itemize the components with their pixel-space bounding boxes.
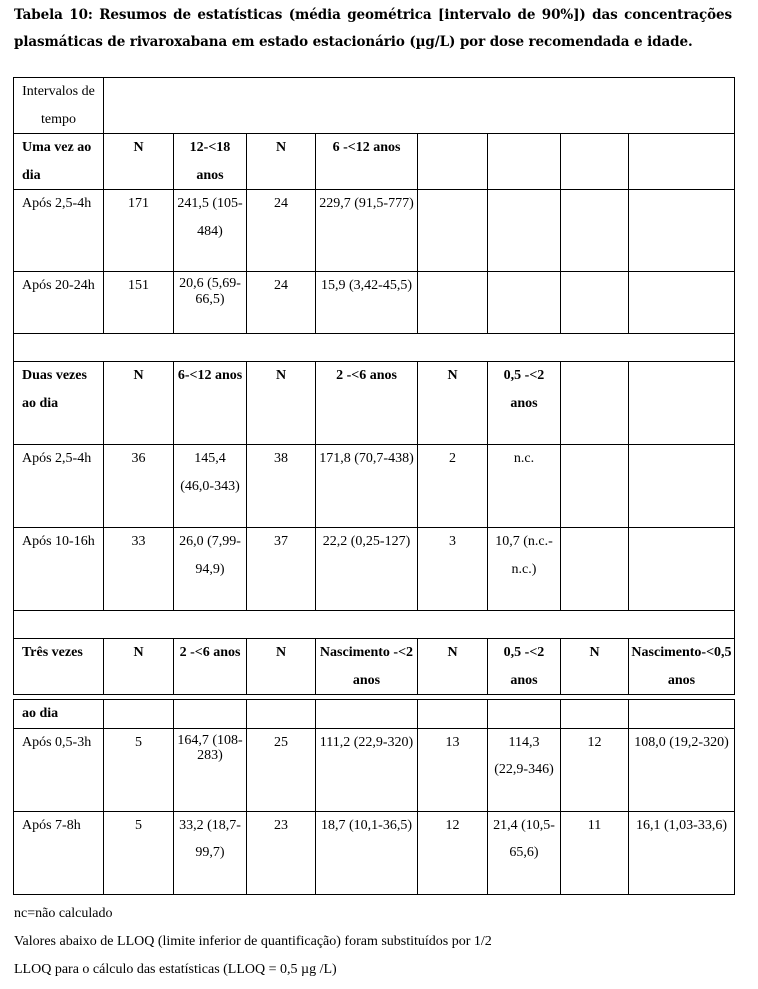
concentration-value: 111,2 (22,9-320)	[316, 728, 418, 811]
n-value: 151	[104, 272, 174, 334]
concentration-value: 22,2 (0,25-127)	[316, 528, 418, 611]
n-value: 11	[561, 811, 629, 894]
n-value: 24	[247, 272, 316, 334]
n-value: 5	[104, 728, 174, 811]
n-value: 3	[418, 528, 488, 611]
three-daily-label-cont: ao dia	[14, 700, 104, 729]
section-separator	[14, 334, 735, 362]
header-blank	[104, 78, 735, 134]
n-value: 23	[247, 811, 316, 894]
concentration-value: 171,8 (70,7-438)	[316, 445, 418, 528]
concentration-value: 164,7 (108-283)	[174, 728, 247, 811]
footnote: nc=não calculado	[14, 906, 113, 921]
twice-daily-label: Duas vezes ao dia	[14, 362, 104, 445]
n-header: N	[247, 134, 316, 190]
once-daily-label: Uma vez ao dia	[14, 134, 104, 190]
table-caption: Tabela 10: Resumos de estatísticas (média geométrica [intervalo de 90%]) das concentrações plasmáticas de rivaroxabana em estado estacionário (µg/L) por dose recomendada e idade.	[14, 7, 732, 50]
time-interval: Após 7-8h	[14, 811, 104, 894]
n-value: 2	[418, 445, 488, 528]
empty-cell	[561, 134, 629, 190]
concentration-value: 241,5 (105-484)	[174, 190, 247, 272]
concentration-value: 229,7 (91,5-777)	[316, 190, 418, 272]
n-header: N	[561, 639, 629, 695]
time-interval: Após 2,5-4h	[14, 190, 104, 272]
empty-cell	[561, 272, 629, 334]
time-interval: Após 10-16h	[14, 528, 104, 611]
age-group-header: 6-<12 anos	[174, 362, 247, 445]
intervals-header: Intervalos de tempo	[14, 78, 104, 134]
n-value: 12	[418, 811, 488, 894]
concentration-value: 114,3 (22,9-346)	[488, 728, 561, 811]
age-group-header: Nascimento -<2 anos	[316, 639, 418, 695]
empty-cell	[629, 190, 735, 272]
stats-table-main	[13, 77, 735, 695]
age-group-header: 2 -<6 anos	[316, 362, 418, 445]
section-separator	[14, 611, 735, 639]
empty-cell	[418, 190, 488, 272]
n-header: N	[104, 639, 174, 695]
stats-table-continued	[13, 699, 735, 895]
age-group-header: 0,5 -<2 anos	[488, 639, 561, 695]
empty-cell	[488, 190, 561, 272]
n-value: 25	[247, 728, 316, 811]
empty-cell	[629, 528, 735, 611]
empty-cell	[418, 272, 488, 334]
footnote: Valores abaixo de LLOQ (limite inferior de quantificação) foram substituídos por 1/2	[14, 934, 492, 949]
age-group-header: 0,5 -<2 anos	[488, 362, 561, 445]
empty-cell	[629, 700, 735, 729]
three-daily-label: Três vezes	[14, 639, 104, 695]
n-header: N	[104, 362, 174, 445]
n-value: 24	[247, 190, 316, 272]
empty-cell	[316, 700, 418, 729]
n-value: 5	[104, 811, 174, 894]
empty-cell	[174, 700, 247, 729]
concentration-value: 145,4 (46,0-343)	[174, 445, 247, 528]
n-value: 13	[418, 728, 488, 811]
n-header: N	[418, 362, 488, 445]
concentration-value: 108,0 (19,2-320)	[629, 728, 735, 811]
empty-cell	[629, 134, 735, 190]
time-interval: Após 2,5-4h	[14, 445, 104, 528]
empty-cell	[561, 445, 629, 528]
concentration-value: 18,7 (10,1-36,5)	[316, 811, 418, 894]
n-header: N	[247, 362, 316, 445]
age-group-header: 6 -<12 anos	[316, 134, 418, 190]
n-value: 33	[104, 528, 174, 611]
time-interval: Após 0,5-3h	[14, 728, 104, 811]
empty-cell	[561, 528, 629, 611]
n-header: N	[104, 134, 174, 190]
concentration-value: 10,7 (n.c.-n.c.)	[488, 528, 561, 611]
concentration-value: 33,2 (18,7-99,7)	[174, 811, 247, 894]
empty-cell	[488, 134, 561, 190]
empty-cell	[561, 362, 629, 445]
empty-cell	[488, 272, 561, 334]
empty-cell	[629, 362, 735, 445]
age-group-header: 2 -<6 anos	[174, 639, 247, 695]
empty-cell	[629, 272, 735, 334]
n-value: 12	[561, 728, 629, 811]
empty-cell	[104, 700, 174, 729]
concentration-value: 16,1 (1,03-33,6)	[629, 811, 735, 894]
n-header: N	[247, 639, 316, 695]
n-header: N	[418, 639, 488, 695]
age-group-header: Nascimento-<0,5 anos	[629, 639, 735, 695]
n-value: 38	[247, 445, 316, 528]
empty-cell	[488, 700, 561, 729]
n-value: 36	[104, 445, 174, 528]
footnote: LLOQ para o cálculo das estatísticas (LLOQ = 0,5 µg /L)	[14, 962, 337, 977]
concentration-value: 15,9 (3,42-45,5)	[316, 272, 418, 334]
concentration-value: 21,4 (10,5-65,6)	[488, 811, 561, 894]
empty-cell	[561, 190, 629, 272]
empty-cell	[247, 700, 316, 729]
empty-cell	[561, 700, 629, 729]
concentration-value: n.c.	[488, 445, 561, 528]
age-group-header: 12-<18 anos	[174, 134, 247, 190]
time-interval: Após 20-24h	[14, 272, 104, 334]
empty-cell	[418, 700, 488, 729]
empty-cell	[418, 134, 488, 190]
concentration-value: 26,0 (7,99-94,9)	[174, 528, 247, 611]
empty-cell	[629, 445, 735, 528]
n-value: 37	[247, 528, 316, 611]
n-value: 171	[104, 190, 174, 272]
concentration-value: 20,6 (5,69-66,5)	[174, 272, 247, 334]
